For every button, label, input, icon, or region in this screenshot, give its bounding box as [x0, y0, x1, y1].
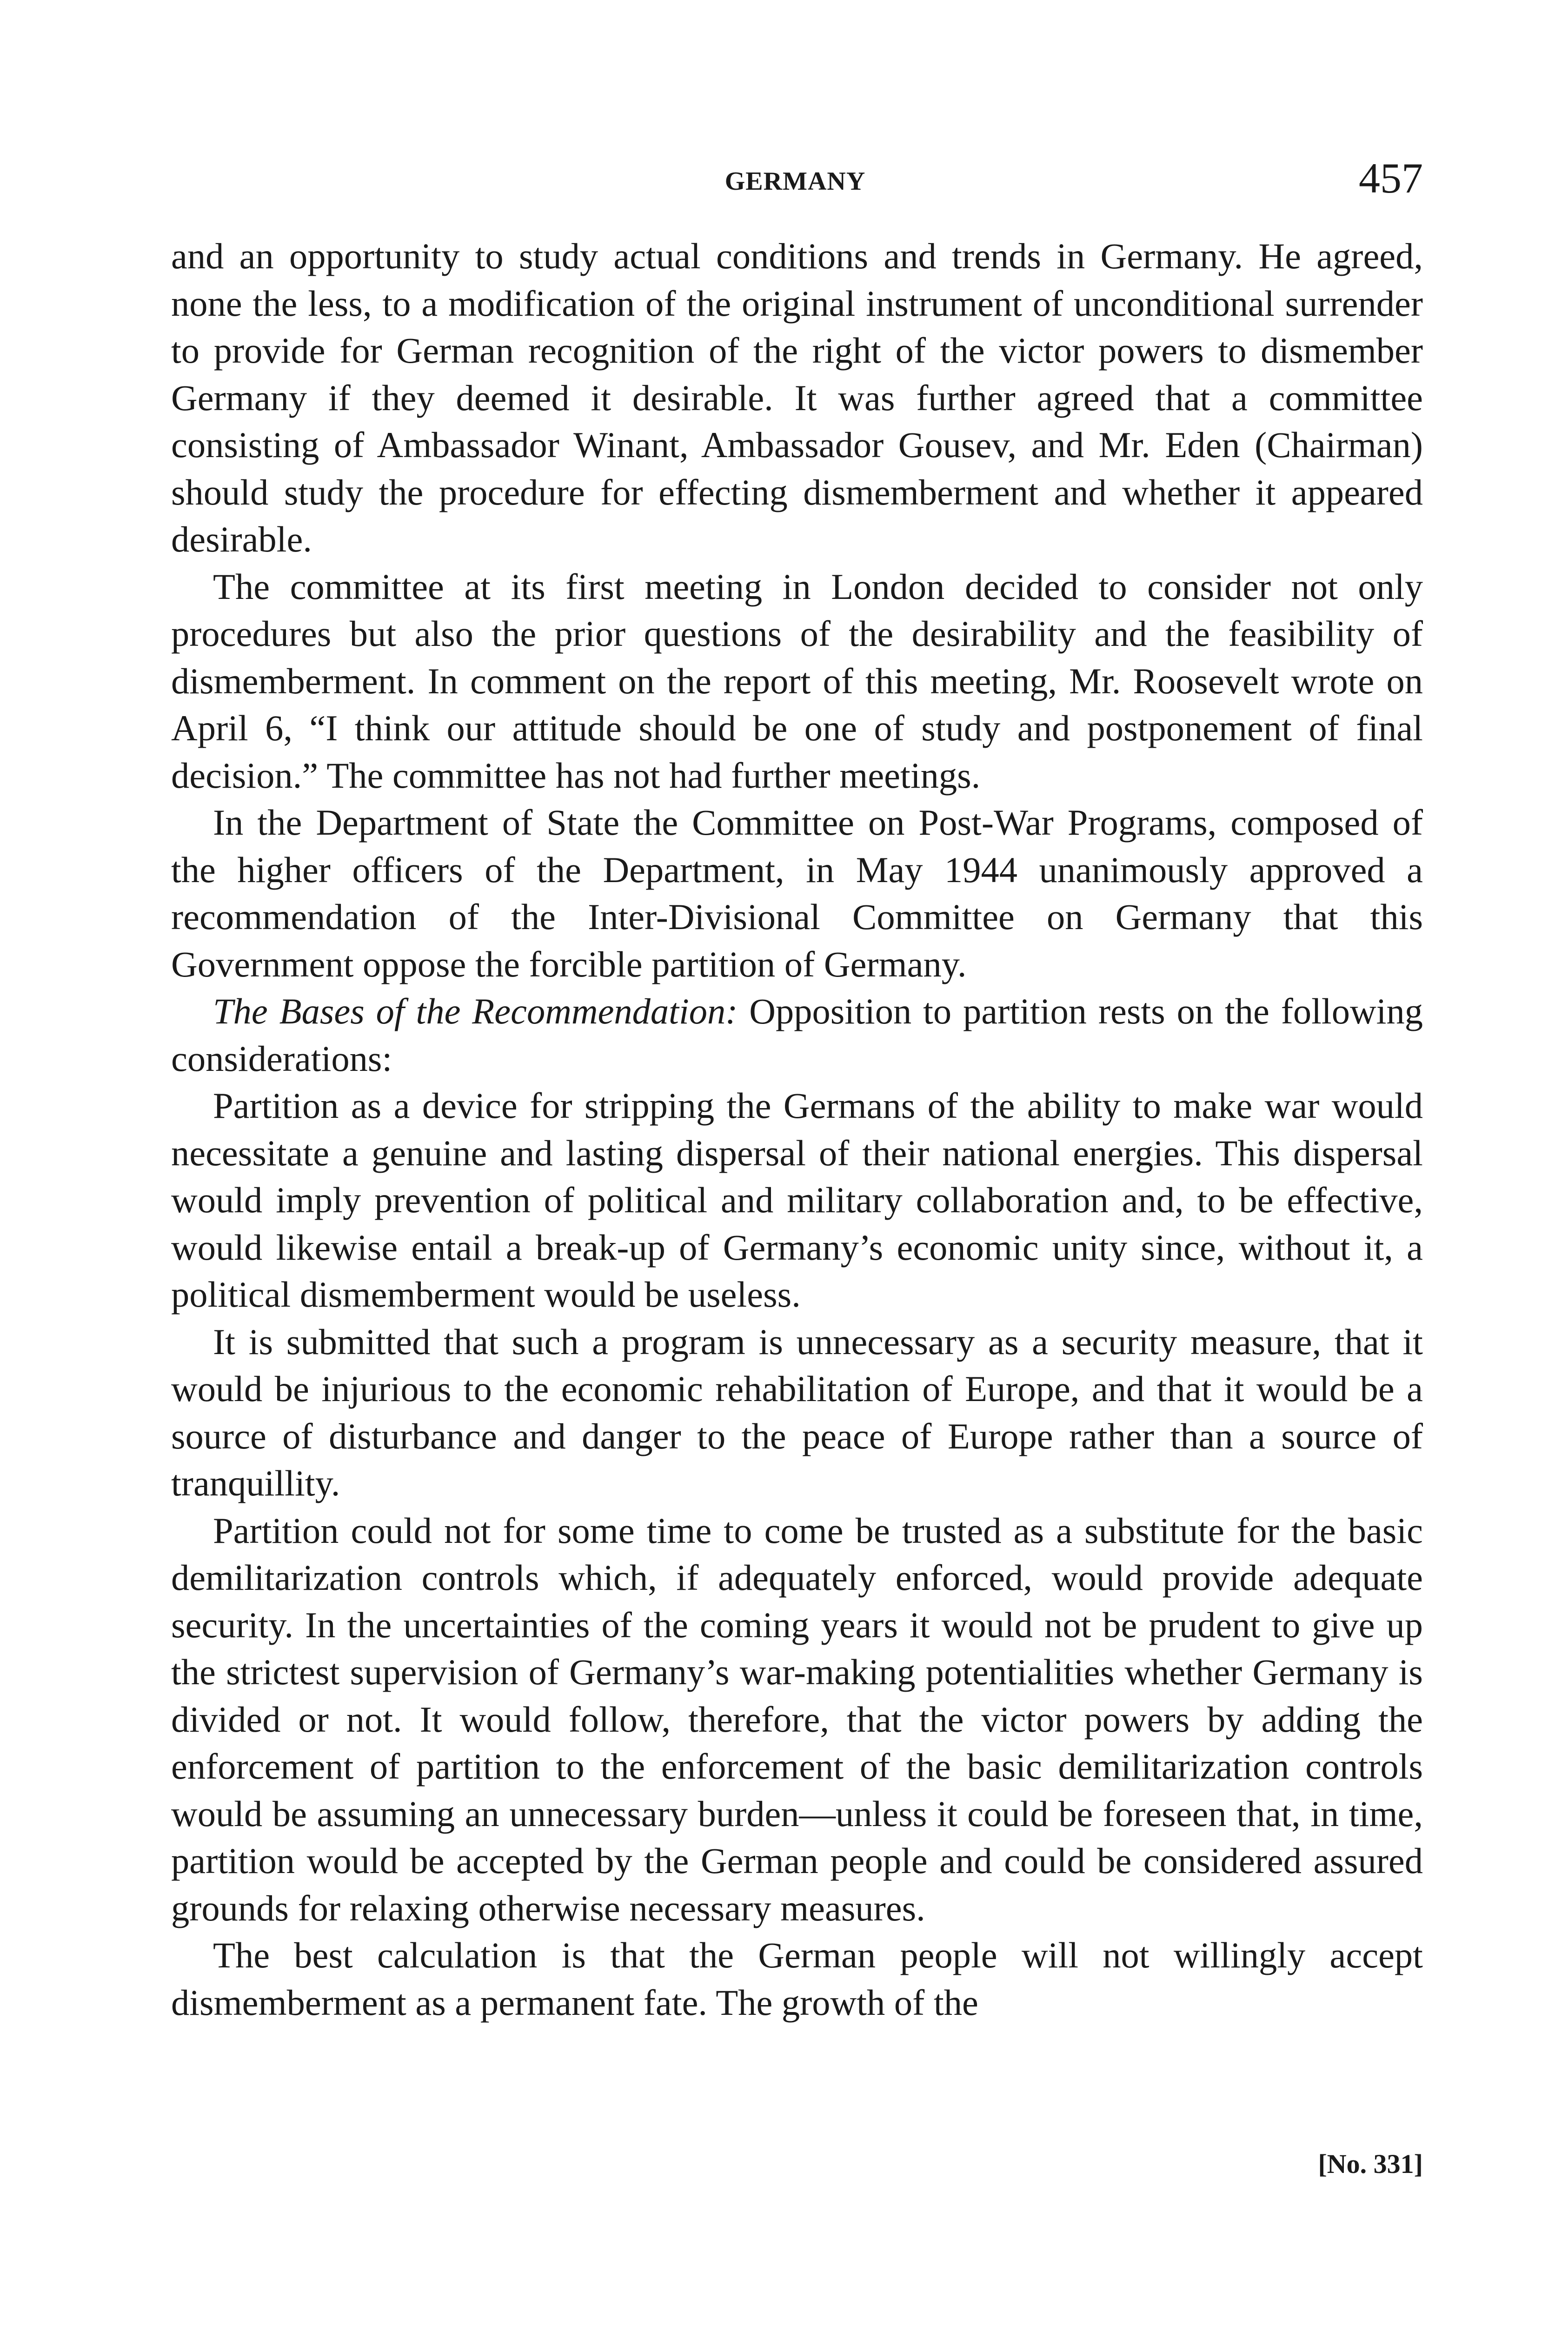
paragraph-partition-controls: Partition could not for some time to come be trusted as a substitute for the basic demilitarization controls which, if adequately enforced, would provide adequate security. In the uncertainties of the coming years it would not be prudent to give up the strictest supervision of Germany’s war-making potentialities whether Germany is divided or not. It would follow, therefore, that the victor powers by adding the enforcement of partition to the enforcement of the basic demilitarization controls would be assuming an unnecessary burden—unless it could be foreseen that, in time, partition would be accepted by the German people and could be considered assured grounds for relaxing otherwise necessary measures.	[171, 1510, 1423, 1928]
running-title: GERMANY	[724, 167, 866, 196]
document-number: [No. 331]	[1318, 2149, 1423, 2179]
body-text	[171, 232, 1423, 2026]
paragraph-submitted: It is submitted that such a program is unnecessary as a security measure, that it would be injurious to the economic rehabilitation of Europe, and that it would be a source of disturbance and danger to the peace of Europe rather than a source of tranquillity.	[171, 1321, 1423, 1503]
paragraph-partition-device: Partition as a device for stripping the Germans of the ability to make war would necessitate a genuine and lasting dispersal of their national energies. This dispersal would imply prevention of political and military collaboration and, to be effective, would likewise entail a break-up of Germany’s economic unity since, without it, a political dismemberment would be useless.	[171, 1085, 1423, 1315]
paragraph-bases-of-recommendation	[171, 988, 1423, 1082]
page-header	[167, 153, 1423, 205]
paragraph-continuation: and an opportunity to study actual conditions and trends in Germany. He agreed, none the less, to a modification of the original instrument of unconditional surrender to provide for German recognition of the right of the victor powers to dismember Germany if they deemed it desirable. It was further agreed that a committee consisting of Ambassador Winant, Ambassador Gousev, and Mr. Eden (Chairman) should study the procedure for effecting dismemberment and whether it appeared desirable.	[171, 236, 1423, 559]
paragraph-department-of-state: In the Department of State the Committee on Post-War Programs, composed of the higher officers of the Department, in May 1944 unanimously approved a recommendation of the Inter-Divisional Committee on Germany that this Government oppose the forcible partition of Germany.	[171, 802, 1423, 984]
paragraph-committee-meeting: The committee at its first meeting in London decided to consider not only procedures but also the prior questions of the desirability and the feasibility of dismemberment. In comment on the report of this meeting, Mr. Roosevelt wrote on April 6, “I think our attitude should be one of study and postponement of final decision.” The committee has not had further meetings.	[171, 566, 1423, 796]
paragraph-text: Opposition to partition rests on the following considerations:	[171, 991, 1423, 1079]
italic-lead: The Bases of the Recommendation:	[213, 991, 738, 1031]
paragraph-best-calculation: The best calculation is that the German people will not willingly accept dismemberment as a permanent fate. The growth of the	[171, 1935, 1423, 2023]
page-number: 457	[1359, 154, 1423, 202]
